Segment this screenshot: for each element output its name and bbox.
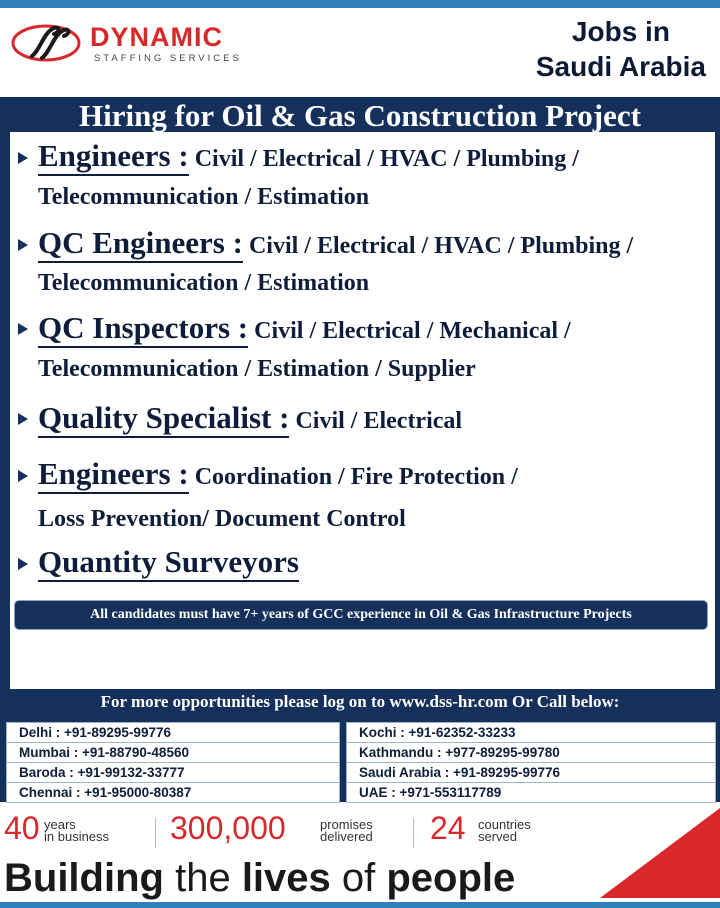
position-item xyxy=(38,544,299,580)
more-opportunities-text: For more opportunities please log on to www.dss-hr.com Or Call below: xyxy=(100,692,620,711)
hiring-banner: Hiring for Oil & Gas Construction Project xyxy=(79,98,641,133)
contact-column-right xyxy=(346,722,716,803)
contact-row: Kathmandu : +977-89295-99780 xyxy=(347,743,715,763)
slogan-word: Building xyxy=(4,856,164,900)
slogan-word: of xyxy=(330,856,387,900)
contact-row: Mumbai : +91-88790-48560 xyxy=(7,743,339,763)
apply-line-1: To apply : Send your CV at resume@dss-hr.com with educational/ xyxy=(106,642,614,662)
contact-row: Baroda : +91-99132-33777 xyxy=(7,763,339,783)
bullet-arrow-icon xyxy=(18,413,28,425)
contact-row: Chennai : +91-95000-80387 xyxy=(19,785,192,800)
contact-row: UAE : +971-553117789 xyxy=(359,785,502,800)
position-disciplines: Coordination / Fire Protection / xyxy=(188,464,518,490)
stat-label: promises xyxy=(320,817,373,832)
position-title: QC Inspectors : xyxy=(38,310,248,348)
brand-tagline: STAFFING SERVICES xyxy=(94,53,242,64)
slogan-word: people xyxy=(386,856,516,900)
page-title xyxy=(536,14,706,84)
position-title: Engineers : xyxy=(38,138,189,176)
position-item xyxy=(38,400,462,436)
stat-label: served xyxy=(478,829,518,844)
bottom-accent-bar xyxy=(0,902,720,908)
position-title: QC Engineers : xyxy=(38,225,243,263)
title-line-2: Saudi Arabia xyxy=(535,51,706,82)
position-disciplines: Civil / Electrical / Mechanical / xyxy=(248,318,571,344)
bullet-arrow-icon xyxy=(18,558,28,570)
stat-number: 300,000 xyxy=(170,810,286,846)
position-title: Quality Specialist : xyxy=(38,400,289,438)
stat-number: 40 xyxy=(4,810,40,846)
bullet-arrow-icon xyxy=(18,152,28,164)
stat-divider xyxy=(155,818,156,848)
stat-label: delivered xyxy=(320,829,373,844)
contact-row: Saudi Arabia : +91-89295-99776 xyxy=(347,763,715,783)
position-disciplines-cont: Telecommunication / Estimation xyxy=(38,184,370,210)
requirement-note: All candidates must have 7+ years of GCC experience in Oil & Gas Infrastructure Projects xyxy=(14,600,708,630)
stat-divider xyxy=(413,818,414,848)
contact-column-left xyxy=(6,722,340,803)
apply-instructions xyxy=(0,642,720,684)
bullet-arrow-icon xyxy=(18,470,28,482)
position-disciplines: Civil / Electrical / HVAC / Plumbing / xyxy=(188,146,579,172)
position-item xyxy=(38,456,518,492)
position-item xyxy=(38,138,579,174)
top-accent-bar xyxy=(0,0,720,8)
bullet-arrow-icon xyxy=(18,239,28,251)
position-disciplines: Civil / Electrical xyxy=(289,408,463,434)
position-title: Engineers : xyxy=(38,456,189,494)
contact-row: Delhi : +91-89295-99776 xyxy=(7,723,339,743)
position-disciplines-cont: Telecommunication / Estimation / Supplier xyxy=(38,356,476,382)
position-title: Quantity Surveyors xyxy=(38,544,299,582)
contact-row: Kochi : +91-62352-33233 xyxy=(347,723,715,743)
brand-name: DYNAMIC xyxy=(90,22,223,52)
contact-table xyxy=(0,722,720,802)
stat-label: years xyxy=(44,817,76,832)
company-logo xyxy=(10,20,270,70)
stat-label: countries xyxy=(478,817,531,832)
company-stats xyxy=(0,808,720,852)
title-line-1: Jobs in xyxy=(571,16,670,47)
slogan-word: lives xyxy=(241,856,331,900)
position-item xyxy=(38,225,633,261)
logo-mark-icon xyxy=(10,20,86,66)
position-disciplines-cont: Loss Prevention/ Document Control xyxy=(38,506,406,532)
stat-label: in business xyxy=(44,829,110,844)
position-disciplines-cont: Telecommunication / Estimation xyxy=(38,270,370,296)
slogan-word: the xyxy=(163,856,242,900)
slogan xyxy=(4,856,515,901)
bullet-arrow-icon xyxy=(18,323,28,335)
position-item xyxy=(38,310,571,346)
stat-number: 24 xyxy=(430,810,466,846)
position-disciplines: Civil / Electrical / HVAC / Plumbing / xyxy=(242,233,634,259)
apply-line-2: experience certificates. xyxy=(272,663,448,683)
